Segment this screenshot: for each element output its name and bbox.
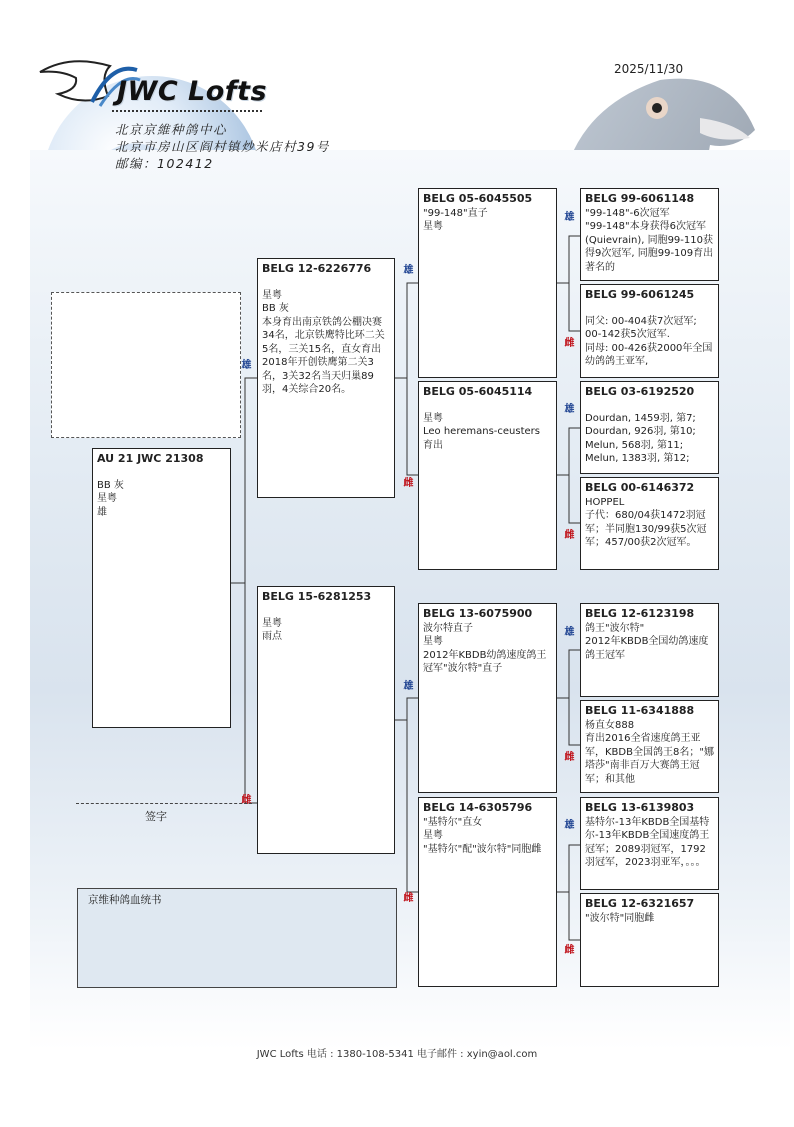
subject-card[interactable]: [92, 448, 231, 728]
dam-card[interactable]: [257, 586, 395, 854]
dam-ring: BELG 15-6281253: [262, 590, 372, 603]
dss-line-1: 鸽王"波尔特": [585, 622, 645, 634]
sds-line-4: Melun, 1383羽, 第12;: [585, 453, 690, 464]
ssd-line-2: 同母: 00-426获2000年全国幼鸽鸽王亚军,: [585, 342, 713, 367]
sire-notes: 本身育出南京铁鸽公棚决赛34名，北京铁鹰特比环二关5名，三关15名，直女育出2018年开创铁鹰第二关3名，3关32名当天归巢89羽，4关综合20名。: [262, 316, 385, 395]
sdd-female-mark: 雌: [564, 530, 575, 541]
ss-male-mark: 雄: [403, 265, 414, 276]
dd-female-mark: 雌: [403, 893, 414, 904]
subject-color: BB 灰: [97, 479, 124, 491]
sdd-ring: BELG 00-6146372: [585, 481, 695, 494]
dss-ring: BELG 12-6123198: [585, 607, 695, 620]
ds-line-2: 星粤: [423, 636, 443, 647]
sd-female-mark: 雌: [403, 478, 414, 489]
signature-line: [76, 803, 252, 804]
ds-ring: BELG 13-6075900: [423, 607, 533, 620]
sd-line-2: Leo heremans-ceusters 育出: [423, 426, 540, 451]
ss-card[interactable]: [418, 188, 557, 378]
sds-line-1: Dourdan, 1459羽, 第7;: [585, 412, 696, 424]
dsd-line-1: 杨直女888: [585, 719, 635, 731]
subject-strain: 星粤: [97, 493, 117, 504]
sss-ring: BELG 99-6061148: [585, 192, 695, 205]
ds-card[interactable]: [418, 603, 557, 793]
dsd-line-2: 育出2016全省速度鸽王亚军，KBDB全国鸽王8名；"娜塔莎"南非百万大赛鸽王冠军；和其他: [585, 733, 714, 785]
sdd-line-1: HOPPEL: [585, 496, 625, 508]
dd-card[interactable]: [418, 797, 557, 987]
certificate-box[interactable]: [77, 888, 397, 988]
ddd-line-1: "波尔特"同胞雌: [585, 912, 655, 924]
dds-ring: BELG 13-6139803: [585, 801, 695, 814]
ds-male-mark: 雄: [403, 681, 414, 692]
address-line-1: 北京京維种鸽中心: [115, 122, 228, 137]
ss-line-1: "99-148"直子: [423, 207, 488, 219]
sire-ring: BELG 12-6226776: [262, 262, 372, 275]
dd-line-2: 星粤: [423, 830, 443, 841]
sdd-card[interactable]: [580, 477, 719, 570]
sire-card[interactable]: [257, 258, 395, 498]
ssd-female-mark: 雌: [564, 338, 575, 349]
signature-label: 签字: [145, 810, 167, 823]
sd-ring: BELG 05-6045114: [423, 385, 533, 398]
subject-ring: AU 21 JWC 21308: [97, 452, 204, 465]
sds-ring: BELG 03-6192520: [585, 385, 695, 398]
dds-line-1: 基特尔-13年KBDB全国基特尔-13年KBDB全国速度鸽王冠军；2089羽冠军，1792羽冠军，2023羽亚军，。。。: [585, 816, 710, 868]
ds-line-3: 2012年KBDB幼鸽速度鸽王冠军"波尔特"直子: [423, 649, 547, 674]
dam-strain: 星粤: [262, 617, 282, 629]
sd-card[interactable]: [418, 381, 557, 570]
ddd-ring: BELG 12-6321657: [585, 897, 695, 910]
sire-color: BB 灰: [262, 303, 289, 314]
ss-ring: BELG 05-6045505: [423, 192, 533, 205]
logo-text: JWC Lofts: [117, 76, 268, 107]
ddd-card[interactable]: [580, 893, 719, 987]
sss-line-2: "99-148"本身获得6次冠军(Quievrain), 同胞99-110获得9次冠军, 同胞99-109育出著名的: [585, 221, 714, 273]
dsd-ring: BELG 11-6341888: [585, 704, 695, 717]
dd-line-3: "基特尔"配"波尔特"同胞雌: [423, 843, 542, 855]
address-line-3: 邮编：102412: [115, 156, 214, 171]
sire-strain: 星粤: [262, 289, 282, 301]
dss-card[interactable]: [580, 603, 719, 697]
ssd-line-1: 同父: 00-404获7次冠军; 00-142获5次冠军.: [585, 315, 697, 340]
dam-color: 雨点: [262, 631, 282, 642]
ds-line-1: 波尔特直子: [423, 622, 473, 634]
dd-ring: BELG 14-6305796: [423, 801, 533, 814]
sss-line-1: "99-148"-6次冠军: [585, 207, 670, 219]
subject-sex: 雄: [97, 506, 107, 518]
sds-line-3: Melun, 568羽, 第11;: [585, 439, 684, 451]
sdd-line-2: 子代：680/04获1472羽冠军；半同胞130/99获5次冠军；457/00获2次冠军。: [585, 510, 707, 548]
ssd-card[interactable]: [580, 284, 719, 378]
sds-line-2: Dourdan, 926羽, 第10;: [585, 426, 696, 437]
sss-card[interactable]: [580, 188, 719, 281]
ddd-female-mark: 雌: [564, 945, 575, 956]
print-date: 2025/11/30: [614, 62, 684, 76]
ssd-ring: BELG 99-6061245: [585, 288, 695, 301]
dam-female-mark: 雌: [241, 795, 252, 806]
footer-contact: JWC Lofts 电话 : 1380-108-5341 电子邮件 : xyin@aol.com: [256, 1049, 538, 1060]
dds-card[interactable]: [580, 797, 719, 890]
dss-line-2: 2012年KBDB全国幼鸽速度鸽王冠军: [585, 636, 709, 661]
dss-male-mark: 雄: [564, 627, 575, 638]
sd-line-1: 星粤: [423, 412, 443, 424]
certificate-label: 京维种鸽血统书: [88, 894, 162, 906]
address-line-2: 北京市房山区阎村镇炒米店村39号: [115, 139, 330, 154]
dsd-card[interactable]: [580, 700, 719, 793]
dds-male-mark: 雄: [564, 820, 575, 831]
ss-line-2: 星粤: [423, 221, 443, 232]
dd-line-1: "基特尔"直女: [423, 816, 483, 828]
sire-male-mark: 雄: [241, 360, 252, 371]
sss-male-mark: 雄: [564, 212, 575, 223]
sds-male-mark: 雄: [564, 404, 575, 415]
dsd-female-mark: 雌: [564, 752, 575, 763]
sds-card[interactable]: [580, 381, 719, 474]
